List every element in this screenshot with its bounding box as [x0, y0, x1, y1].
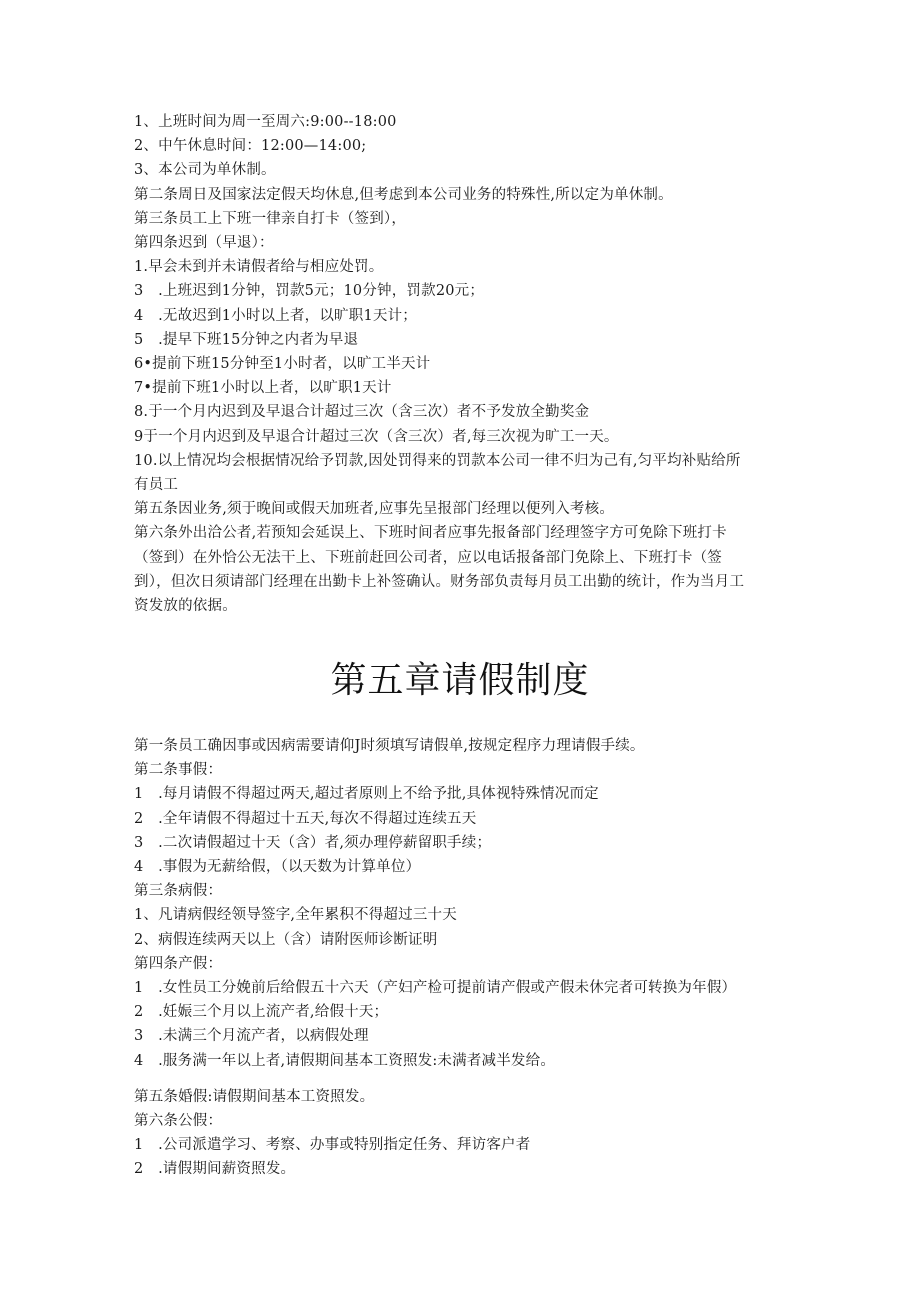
- text-line: 第五条婚假:请假期间基本工资照发。: [134, 1088, 375, 1105]
- text-line: 资发放的依据。: [134, 598, 237, 615]
- text-line: 1、上班时间为周一至周六:9:00--18:00: [134, 114, 397, 130]
- text-line: 3 .二次请假超过十天（含）者,须办理停薪留职手续；: [134, 834, 492, 851]
- text-line: 第三条员工上下班一律亲自打卡（签到），: [134, 210, 407, 227]
- text-line: 第一条员工确因事或因病需要请仰J时须填写请假单,按规定程序力理请假手续。: [134, 738, 645, 754]
- text-line: 3 .上班迟到1分钟，罚款5元；10分钟，罚款20元；: [134, 283, 485, 300]
- text-line: 2 .请假期间薪资照发。: [134, 1161, 296, 1178]
- attendance-rules-section: [134, 110, 790, 618]
- text-line: 2 .全年请假不得超过十五天,每次不得超过连续五天: [134, 810, 477, 827]
- text-line: 第五条因业务,须于晚间或假天加班者,应事先呈报部门经理以便列入考核。: [134, 501, 615, 518]
- paragraph-gap: [134, 1073, 790, 1085]
- text-line: 3 .未满三个月流产者，以病假处理: [134, 1028, 369, 1045]
- text-line: 4 .事假为无薪给假，（以天数为计算单位）: [134, 859, 421, 876]
- text-line: 6•提前下班15分钟至1小时者，以旷工半天计: [134, 356, 431, 373]
- leave-rules-section: [134, 734, 790, 1182]
- text-line: 第六条公假：: [134, 1113, 223, 1130]
- text-line: 5 .提早下班15分钟之内者为早退: [134, 331, 359, 348]
- text-line: 3、本公司为单休制。: [134, 162, 276, 179]
- text-line: 1、凡请病假经领导签字,全年累积不得超过三十天: [134, 907, 457, 924]
- text-line: 2 .妊娠三个月以上流产者,给假十天；: [134, 1004, 389, 1021]
- text-line: 4 .无故迟到1小时以上者，以旷职1天计；: [134, 307, 417, 324]
- text-line: 10.以上情况均会根据情况给予罚款,因处罚得来的罚款本公司一律不归为己有,匀平均补贴给所: [134, 452, 741, 469]
- text-line: 1 .每月请假不得超过两天,超过者原则上不给予批,具体视特殊情况而定: [134, 786, 599, 803]
- text-line: 2、病假连续两天以上（含）请附医师诊断证明: [134, 931, 438, 948]
- text-line: 第四条迟到（早退）：: [134, 235, 274, 252]
- text-line: 第三条病假：: [134, 883, 223, 900]
- text-line: 1.早会未到并未请假者给与相应处罚。: [134, 259, 384, 276]
- text-line: 4 .服务满一年以上者,请假期间基本工资照发:未满者减半发给。: [134, 1052, 556, 1069]
- text-line: 1 .公司派遣学习、考察、办事或特别指定任务、拜访客户者: [134, 1137, 531, 1154]
- text-line: 7•提前下班1小时以上者，以旷职1天计: [134, 380, 392, 397]
- text-line: 到），但次日须请部门经理在出勤卡上补签确认。财务部负责每月员工出勤的统计，作为当月工: [134, 573, 745, 590]
- text-line: 9于一个月内迟到及早退合计超过三次（含三次）者,每三次视为旷工一天。: [134, 428, 619, 445]
- text-line: 第四条产假：: [134, 955, 223, 972]
- text-line: （签到）在外恰公无法干上、下班前赶回公司者，应以电话报备部门免除上、下班打卡（签: [134, 549, 722, 566]
- text-line: 8.于一个月内迟到及早退合计超过三次（含三次）者不予发放全勤奖金: [134, 404, 590, 421]
- chapter-title: 第五章请假制度: [330, 660, 590, 701]
- text-line: 1 .女性员工分娩前后给假五十六天（产妇产检可提前请产假或产假未休完者可转换为年假）: [134, 980, 737, 997]
- text-line: 第六条外出洽公者,若预知会延误上、下班时间者应事先报备部门经理签字方可免除下班打卡: [134, 525, 727, 542]
- text-line: 第二条事假：: [134, 762, 223, 779]
- text-line: 有员工: [134, 477, 179, 494]
- text-line: 第二条周日及国家法定假天均休息,但考虑到本公司业务的特殊性,所以定为单休制。: [134, 186, 673, 203]
- text-line: 2、中午休息时间：12:00—14:00;: [134, 138, 367, 155]
